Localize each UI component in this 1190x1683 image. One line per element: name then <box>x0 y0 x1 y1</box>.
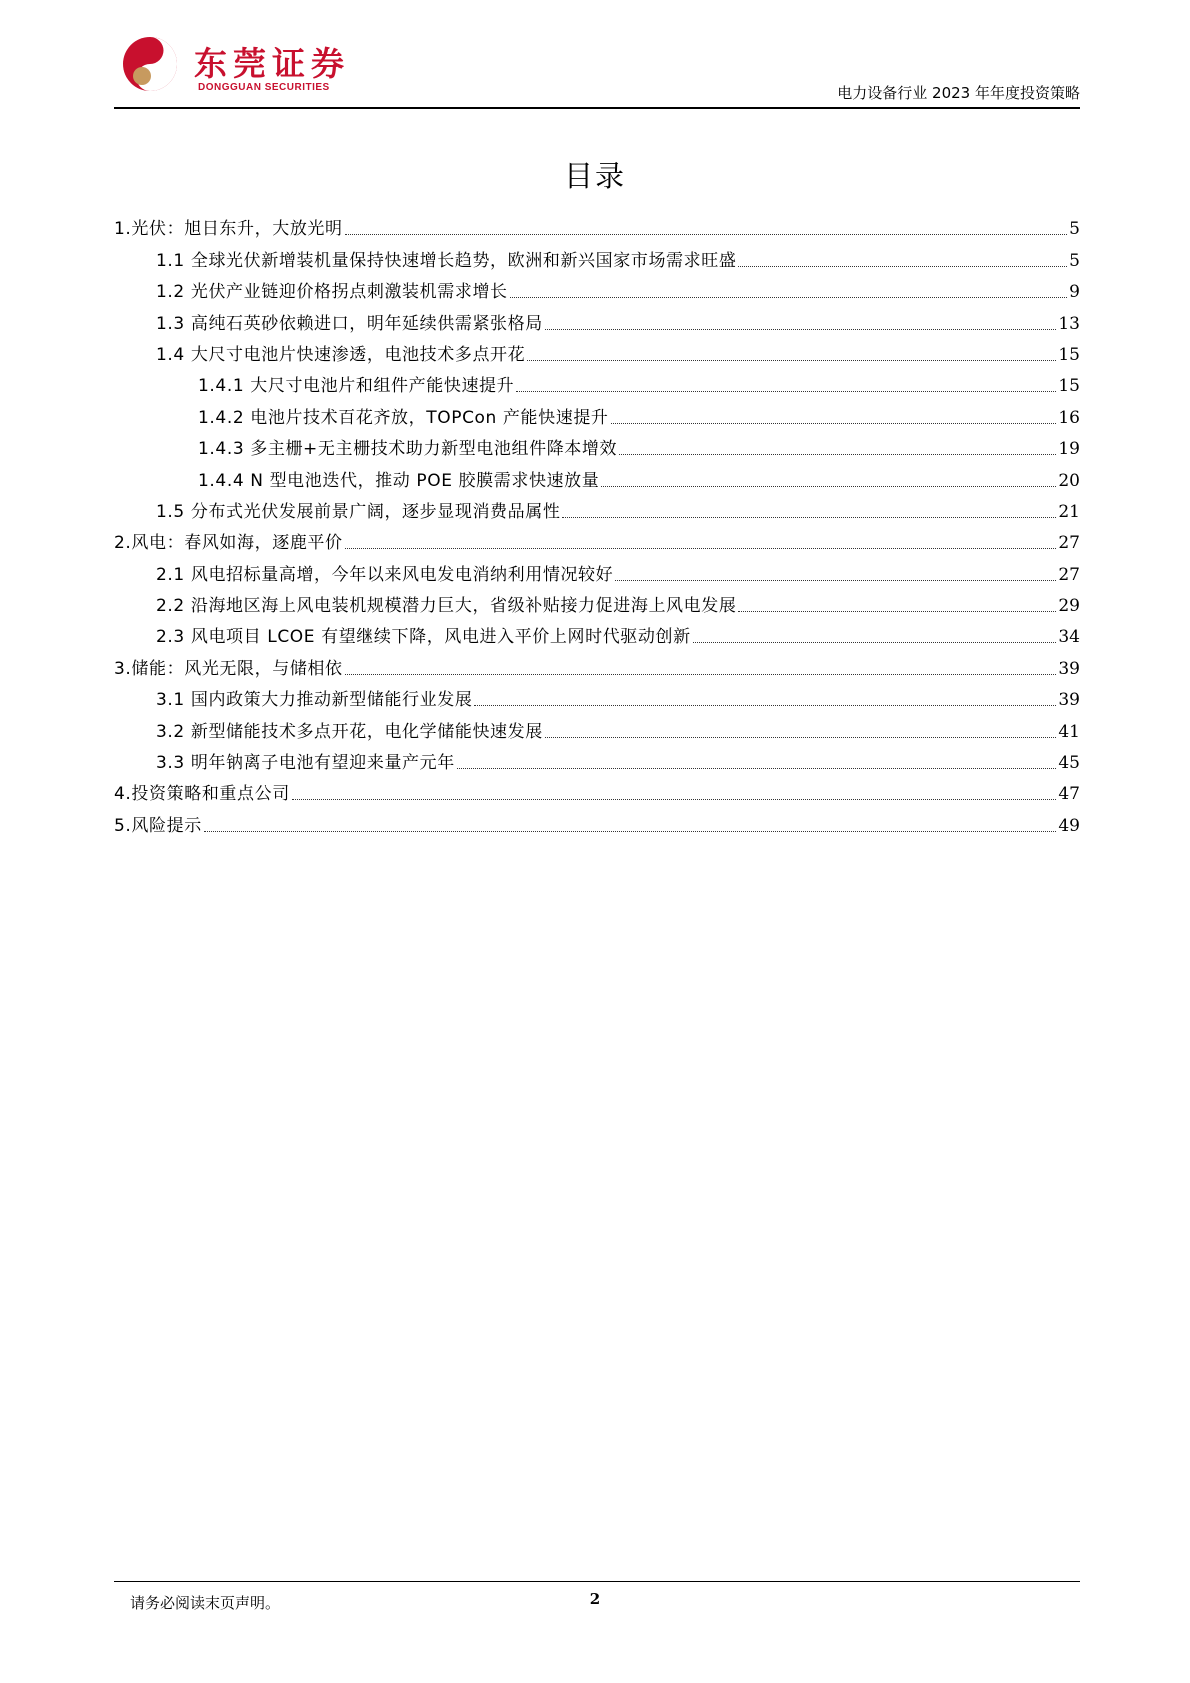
footer-disclaimer: 请务必阅读末页声明。 <box>130 1594 281 1612</box>
table-of-contents <box>114 209 1080 837</box>
toc-entry-label: 1.4.4 N 型电池迭代，推动 POE 胶膜需求快速放量 <box>198 470 600 491</box>
toc-heading: 目录 <box>563 159 626 193</box>
toc-page-number: 39 <box>1058 658 1080 679</box>
toc-entry-1-4-4[interactable] <box>114 460 1080 491</box>
toc-dot-leader <box>545 329 1057 330</box>
page-number: 2 <box>589 1590 601 1608</box>
toc-entry-1-3[interactable] <box>114 303 1080 334</box>
toc-dot-leader <box>693 642 1057 643</box>
toc-dot-leader <box>474 705 1056 706</box>
toc-page-number: 9 <box>1069 282 1080 303</box>
toc-entry-3-3[interactable] <box>114 743 1080 774</box>
toc-dot-leader <box>545 737 1057 738</box>
toc-page-number: 45 <box>1058 753 1080 774</box>
toc-entry-label: 3.3 明年钠离子电池有望迎来量产元年 <box>156 753 455 774</box>
toc-page-number: 15 <box>1058 344 1080 365</box>
toc-dot-leader <box>457 768 1057 769</box>
toc-page-number: 5 <box>1069 250 1080 271</box>
toc-dot-leader <box>619 454 1056 455</box>
toc-dot-leader <box>204 831 1057 832</box>
toc-page-number: 16 <box>1058 407 1080 428</box>
toc-entry-label: 4.投资策略和重点公司 <box>114 784 290 805</box>
toc-dot-leader <box>510 297 1068 298</box>
toc-entry-label: 2.2 沿海地区海上风电装机规模潜力巨大，省级补贴接力促进海上风电发展 <box>156 596 737 617</box>
toc-entry-label: 3.2 新型储能技术多点开花，电化学储能快速发展 <box>156 721 543 742</box>
toc-entry-label: 3.储能：风光无限，与储相依 <box>114 658 343 679</box>
toc-dot-leader <box>345 548 1057 549</box>
toc-entry-2[interactable] <box>114 523 1080 554</box>
header-divider <box>114 107 1080 109</box>
toc-page-number: 39 <box>1058 690 1080 711</box>
toc-entry-1-1[interactable] <box>114 240 1080 271</box>
toc-dot-leader <box>345 234 1068 235</box>
toc-page-number: 49 <box>1058 815 1080 836</box>
toc-page-number: 5 <box>1069 219 1080 240</box>
toc-entry-label: 1.1 全球光伏新增装机量保持快速增长趋势，欧洲和新兴国家市场需求旺盛 <box>156 250 737 271</box>
toc-dot-leader <box>601 486 1056 487</box>
toc-entry-label: 1.3 高纯石英砂依赖进口，明年延续供需紧张格局 <box>156 313 543 334</box>
toc-entry-5[interactable] <box>114 805 1080 836</box>
toc-entry-label: 1.2 光伏产业链迎价格拐点刺激装机需求增长 <box>156 282 508 303</box>
toc-entry-label: 2.3 风电项目 LCOE 有望继续下降，风电进入平价上网时代驱动创新 <box>156 627 691 648</box>
toc-dot-leader <box>615 580 1056 581</box>
toc-entry-1-5[interactable] <box>114 492 1080 523</box>
brand-name-cn: 东莞证券 <box>194 44 350 83</box>
toc-page-number: 27 <box>1058 564 1080 585</box>
toc-entry-label: 1.4.3 多主栅+无主栅技术助力新型电池组件降本增效 <box>198 439 618 460</box>
toc-entry-2-2[interactable] <box>114 586 1080 617</box>
toc-entry-label: 1.4 大尺寸电池片快速渗透，电池技术多点开花 <box>156 344 526 365</box>
toc-entry-1-2[interactable] <box>114 272 1080 303</box>
toc-dot-leader <box>292 799 1057 800</box>
toc-entry-3-1[interactable] <box>114 680 1080 711</box>
toc-page-number: 19 <box>1058 439 1080 460</box>
toc-entry-label: 1.4.2 电池片技术百花齐放，TOPCon 产能快速提升 <box>198 407 609 428</box>
report-title: 电力设备行业 2023 年年度投资策略 <box>837 84 1080 102</box>
toc-page-number: 20 <box>1058 470 1080 491</box>
toc-entry-2-1[interactable] <box>114 554 1080 585</box>
toc-entry-label: 1.5 分布式光伏发展前景广阔，逐步显现消费品属性 <box>156 501 561 522</box>
toc-entry-1-4-2[interactable] <box>114 397 1080 428</box>
toc-dot-leader <box>562 517 1056 518</box>
toc-dot-leader <box>611 423 1057 424</box>
toc-page-number: 21 <box>1058 501 1080 522</box>
toc-entry-1-4[interactable] <box>114 335 1080 366</box>
brand-name-en: DONGGUAN SECURITIES <box>198 82 330 93</box>
toc-page-number: 15 <box>1058 376 1080 397</box>
page-header <box>114 30 1080 110</box>
toc-entry-label: 1.光伏：旭日东升，大放光明 <box>114 219 343 240</box>
toc-page-number: 29 <box>1058 596 1080 617</box>
toc-entry-1[interactable] <box>114 209 1080 240</box>
toc-dot-leader <box>345 674 1057 675</box>
toc-dot-leader <box>738 611 1056 612</box>
toc-dot-leader <box>738 266 1067 267</box>
toc-entry-3[interactable] <box>114 648 1080 679</box>
toc-page-number: 47 <box>1058 784 1080 805</box>
footer-divider <box>114 1581 1080 1582</box>
toc-page-number: 13 <box>1058 313 1080 334</box>
toc-entry-2-3[interactable] <box>114 617 1080 648</box>
toc-entry-label: 3.1 国内政策大力推动新型储能行业发展 <box>156 690 473 711</box>
toc-entry-label: 5.风险提示 <box>114 815 202 836</box>
toc-entry-label: 1.4.1 大尺寸电池片和组件产能快速提升 <box>198 376 515 397</box>
toc-page-number: 34 <box>1058 627 1080 648</box>
toc-page-number: 41 <box>1058 721 1080 742</box>
toc-entry-4[interactable] <box>114 774 1080 805</box>
logo-emblem-icon <box>122 36 178 92</box>
toc-page-number: 27 <box>1058 533 1080 554</box>
toc-dot-leader <box>516 391 1056 392</box>
toc-entry-1-4-3[interactable] <box>114 429 1080 460</box>
company-logo <box>122 36 350 96</box>
toc-entry-1-4-1[interactable] <box>114 366 1080 397</box>
toc-entry-label: 2.1 风电招标量高增，今年以来风电发电消纳利用情况较好 <box>156 564 614 585</box>
toc-dot-leader <box>527 360 1056 361</box>
toc-entry-label: 2.风电：春风如海，逐鹿平价 <box>114 533 343 554</box>
toc-entry-3-2[interactable] <box>114 711 1080 742</box>
